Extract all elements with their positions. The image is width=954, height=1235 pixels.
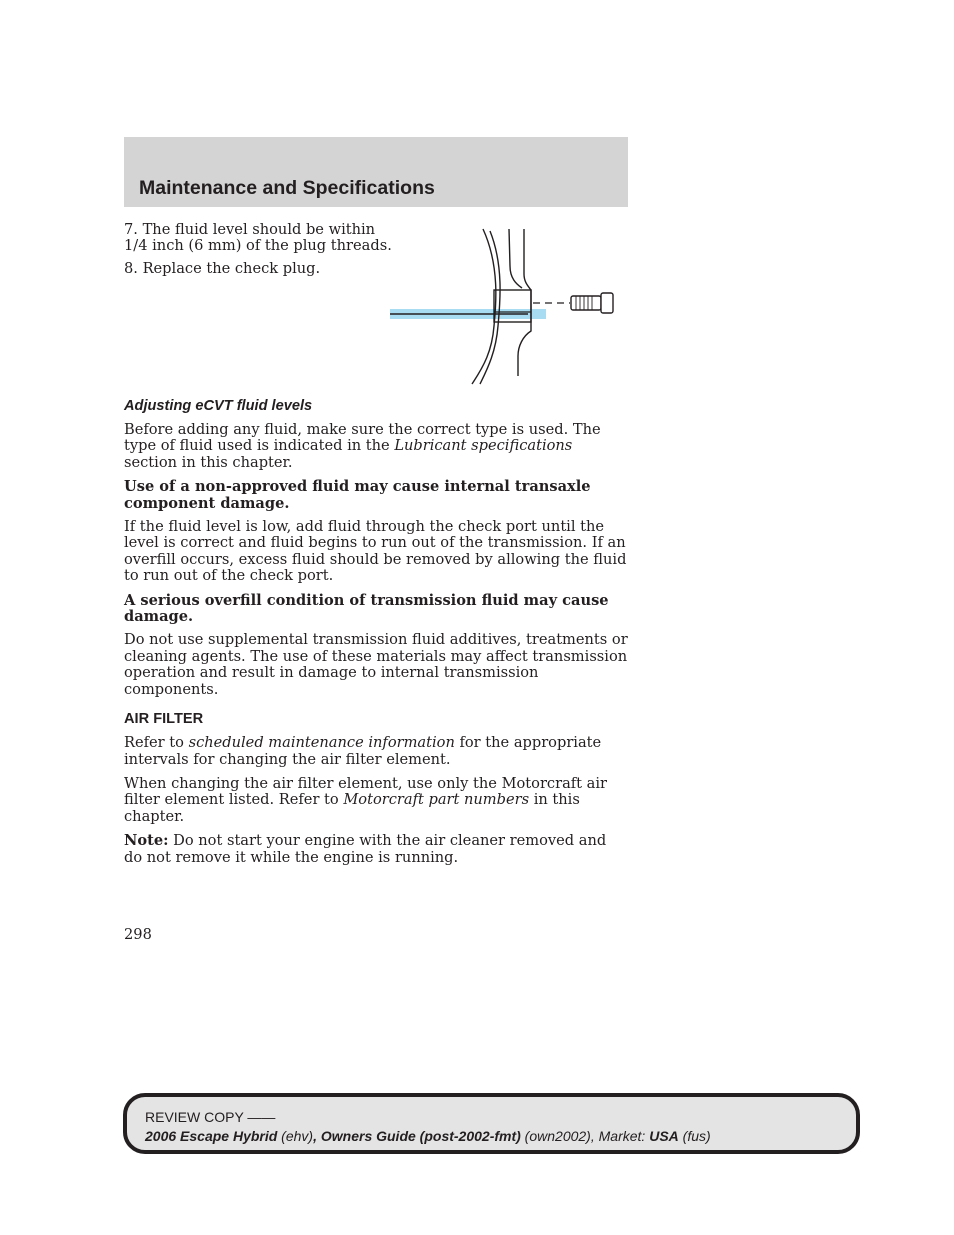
ecvt-heading: Adjusting eCVT fluid levels [124,398,313,414]
review-separator-2: , Market: [590,1128,650,1144]
check-port-opening [509,229,522,288]
step-7-text: 7. The fluid level should be within 1/4 inch (6 mm) of the plug threads. [124,221,392,255]
air-filter-paragraph-2 [124,776,628,825]
review-separator-1: , [313,1128,321,1144]
housing-inner-wall [480,231,500,384]
lubricant-specifications-ref: Lubricant specifications [394,437,573,455]
check-plug-diagram [388,226,628,386]
review-model: 2006 Escape Hybrid [145,1128,278,1144]
air-filter-p2-text-a: When changing the air filter element, use only the Motorcraft air filter element listed. Refer to [124,774,608,809]
air-filter-p2-text-b: in this chapter. [124,791,580,825]
ecvt-paragraph-1 [124,422,628,471]
ecvt-warning-1: Use of a non-approved fluid may cause internal transaxle component damage. [124,478,591,512]
review-document-info [145,1128,711,1144]
air-filter-note [124,833,628,866]
ecvt-section [124,398,628,866]
transmission-check-plug-diagram-icon [388,226,628,386]
note-label: Note: [124,832,169,850]
motorcraft-part-numbers-ref: Motorcraft part numbers [343,791,530,809]
note-text: Do not start your engine with the air cleaner removed and do not remove it while the engine is running. [124,832,607,866]
ecvt-p1-text-a: Before adding any fluid, make sure the correct type is used. The type of fluid used is indicated in the [124,421,601,455]
ecvt-paragraph-3: Do not use supplemental transmission fluid additives, treatments or cleaning agents. The use of these materials may affect transmission operation and result in damage to internal transmission components. [124,631,628,698]
review-guide: Owners Guide (post-2002-fmt) [320,1128,521,1144]
review-market: USA [649,1128,679,1144]
ecvt-p1-text-b: section in this chapter. [124,453,293,471]
check-plug-bolt [571,296,601,310]
ecvt-paragraph-2: If the fluid level is low, add fluid through the check port until the level is correct and fluid begins to run out of the transmission. If an overfill occurs, excess fluid should be removed by allowing the fluid to run out of the check port. [124,518,627,585]
review-copy-footer [123,1093,860,1154]
review-market-code: (fus) [678,1128,711,1144]
air-filter-p1-text-b: for the appropriate intervals for changing the air filter element. [124,734,602,768]
check-plug-head [601,293,613,313]
air-filter-paragraph-1 [124,735,628,768]
section-title: Maintenance and Specifications [139,177,435,199]
page-number: 298 [124,926,152,943]
section-header-band [124,137,628,207]
scheduled-maintenance-ref: scheduled maintenance information [188,734,455,752]
step-8-text: 8. Replace the check plug. [124,260,321,277]
air-filter-p1-text-a: Refer to [124,734,189,752]
check-port-body [518,229,531,376]
housing-outer-wall [472,229,496,384]
review-copy-label: REVIEW COPY —— [145,1109,276,1125]
review-guide-code: (own2002) [520,1128,591,1144]
review-model-code: (ehv) [277,1128,314,1144]
air-filter-heading: AIR FILTER [124,711,204,728]
ecvt-warning-2: A serious overfill condition of transmission fluid may cause damage. [124,591,609,626]
